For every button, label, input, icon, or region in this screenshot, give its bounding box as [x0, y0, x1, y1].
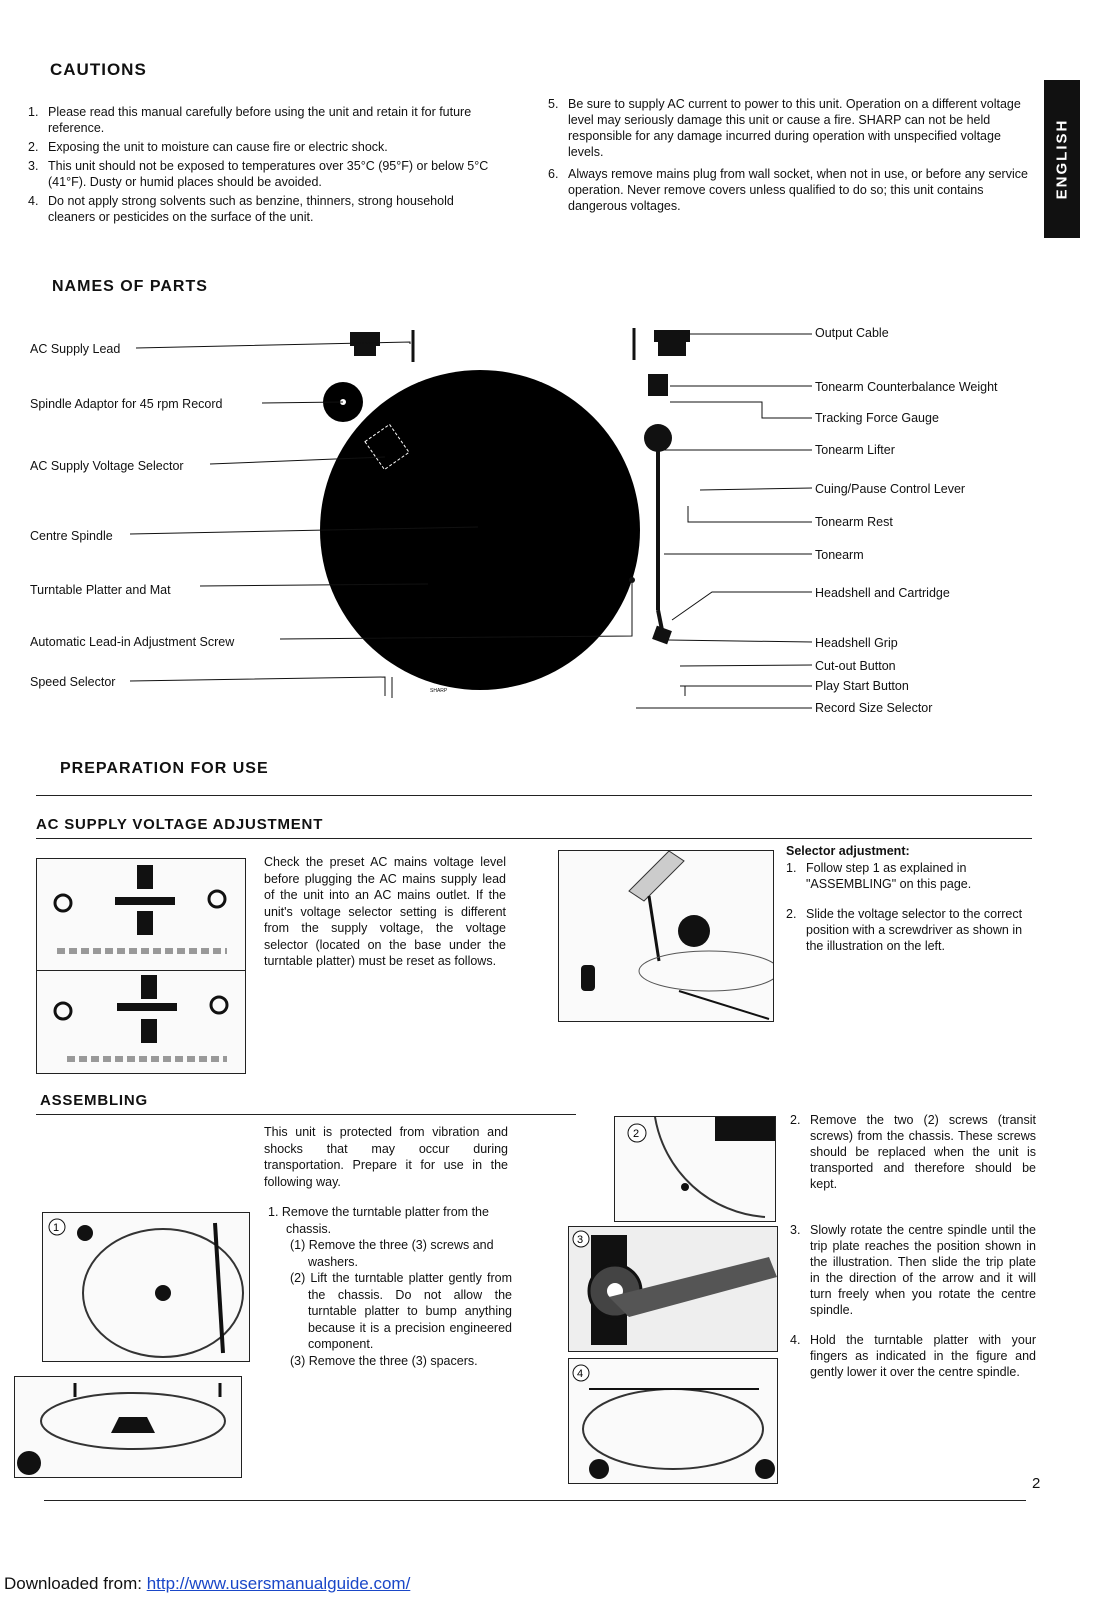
label-tracking-force-gauge: Tracking Force Gauge — [815, 411, 939, 425]
assembling-photo-lift — [14, 1376, 242, 1478]
assembling-step: 2. Remove the two (2) screws (transit screws) from the chassis. These screws should be replaced when the unit is transported and therefore should be kept. — [790, 1113, 1036, 1191]
label-tonearm-lifter: Tonearm Lifter — [815, 443, 895, 457]
download-footer — [4, 1574, 410, 1594]
caution-item: 6. Always remove mains plug from wall socket, when not in use, or before any service operation. Never remove covers unless qualified to do so; this unit contains dangerous voltages. — [548, 167, 1028, 213]
assembling-photo-3 — [568, 1226, 778, 1352]
caution-item: 4. Do not apply strong solvents such as benzine, thinners, strong household cleaners or pesticides on the surface of the unit. — [28, 194, 454, 224]
label-play-start-button: Play Start Button — [815, 679, 909, 693]
label-tonearm-rest: Tonearm Rest — [815, 515, 893, 529]
assembling-step: 4. Hold the turntable platter with your fingers as indicated in the figure and gently lower it over the centre spindle. — [790, 1333, 1036, 1379]
bottom-divider — [44, 1500, 1026, 1501]
preparation-title: PREPARATION FOR USE — [60, 760, 269, 777]
caution-item: 1. Please read this manual carefully before using the unit and retain it for future reference. — [28, 105, 472, 135]
assembling-photo-1 — [42, 1212, 250, 1362]
assembling-title: ASSEMBLING — [40, 1092, 149, 1109]
selector-step: 2. Slide the voltage selector to the correct position with a screwdriver as shown in the illustration on the left. — [786, 907, 1023, 953]
caution-item: 2. Exposing the unit to moisture can cause fire or electric shock. — [28, 140, 388, 154]
label-cut-out-button: Cut-out Button — [815, 659, 896, 673]
selector-step: 1. Follow step 1 as explained in "ASSEMBLING" on this page. — [786, 861, 972, 891]
assembling-photo-2 — [614, 1116, 776, 1222]
label-ac-supply-lead: AC Supply Lead — [30, 342, 121, 356]
page-number: 2 — [1032, 1475, 1041, 1492]
label-lead-in-screw: Automatic Lead-in Adjustment Screw — [30, 635, 235, 649]
caution-item: 5. Be sure to supply AC current to power to this unit. Operation on a different voltage level may seriously damage this unit or cause a fire. SHARP can not be held responsible for any damage incurred during operation with unspecified voltage levels. — [548, 97, 1021, 159]
names-of-parts-title: NAMES OF PARTS — [52, 278, 208, 295]
divider — [36, 795, 1032, 796]
divider — [36, 1114, 576, 1115]
figure-number: 4 — [577, 1368, 584, 1380]
label-spindle-adaptor: Spindle Adaptor for 45 rpm Record — [30, 397, 223, 411]
label-counterbalance-weight: Tonearm Counterbalance Weight — [815, 380, 998, 394]
label-speed-selector: Speed Selector — [30, 675, 116, 689]
label-record-size-selector: Record Size Selector — [815, 701, 933, 715]
footer-link[interactable]: http://www.usersmanualguide.com/ — [146, 1574, 411, 1593]
screwdriver-photo — [558, 850, 774, 1022]
label-voltage-selector: AC Supply Voltage Selector — [30, 459, 184, 473]
assembling-step: 3. Slowly rotate the centre spindle until the trip plate reaches the position shown in the illustration. Then slide the trip plate in the direction of the arrow and it will turn freely when you rotate the centre spindle. — [790, 1223, 1036, 1317]
cautions-title: CAUTIONS — [50, 60, 147, 79]
language-tab: ENGLISH — [1044, 80, 1080, 238]
selector-adjustment — [786, 844, 1034, 957]
label-tonearm: Tonearm — [815, 548, 864, 562]
assembling-intro: This unit is protected from vibration and shocks that may occur during transportation. Prepare it for use in the following way. — [264, 1125, 508, 1189]
cautions-list-left — [28, 104, 504, 228]
label-headshell-grip: Headshell Grip — [815, 636, 898, 650]
label-headshell-cartridge: Headshell and Cartridge — [815, 586, 950, 600]
voltage-selector-photo-2 — [36, 970, 246, 1074]
assembling-photo-4 — [568, 1358, 778, 1484]
label-cuing-lever: Cuing/Pause Control Lever — [815, 482, 966, 496]
divider — [36, 838, 1032, 839]
label-output-cable: Output Cable — [815, 326, 889, 340]
figure-number: 3 — [577, 1234, 584, 1246]
caution-item: 3. This unit should not be exposed to temperatures over 35°C (95°F) or below 5°C (41°F). Dusty or humid places should be avoided. — [28, 159, 489, 189]
brand-mark: SHARP — [430, 688, 448, 694]
figure-number: 1 — [53, 1222, 60, 1234]
figure-number: 2 — [633, 1128, 640, 1140]
footer-prefix: Downloaded from: — [4, 1574, 147, 1593]
label-centre-spindle: Centre Spindle — [30, 529, 113, 543]
label-turntable-platter: Turntable Platter and Mat — [30, 583, 171, 597]
selector-title: Selector adjustment: — [786, 844, 910, 858]
ac-adjustment-title: AC SUPPLY VOLTAGE ADJUSTMENT — [36, 816, 324, 833]
voltage-selector-photo-1 — [36, 858, 246, 972]
ac-adjustment-text: Check the preset AC mains voltage level before plugging the AC mains supply lead of the unit into an AC mains outlet. If the unit's voltage selector setting is different from the supply voltage, the voltage selector (located on the base under the turntable platter) must be reset as follows. — [264, 855, 506, 968]
assembling-step-1: 1. Remove the turntable platter from the chassis. (1) Remove the three (3) screws and washers. (2) Lift the turntable platter gently from the chassis. Do not allow the turntable platter to bump anything because it is a precision engineered component. (3) Remove the three (3) spacers. — [268, 1205, 512, 1368]
cautions-list-right — [548, 96, 1032, 217]
assembling-steps — [790, 1112, 1036, 1383]
